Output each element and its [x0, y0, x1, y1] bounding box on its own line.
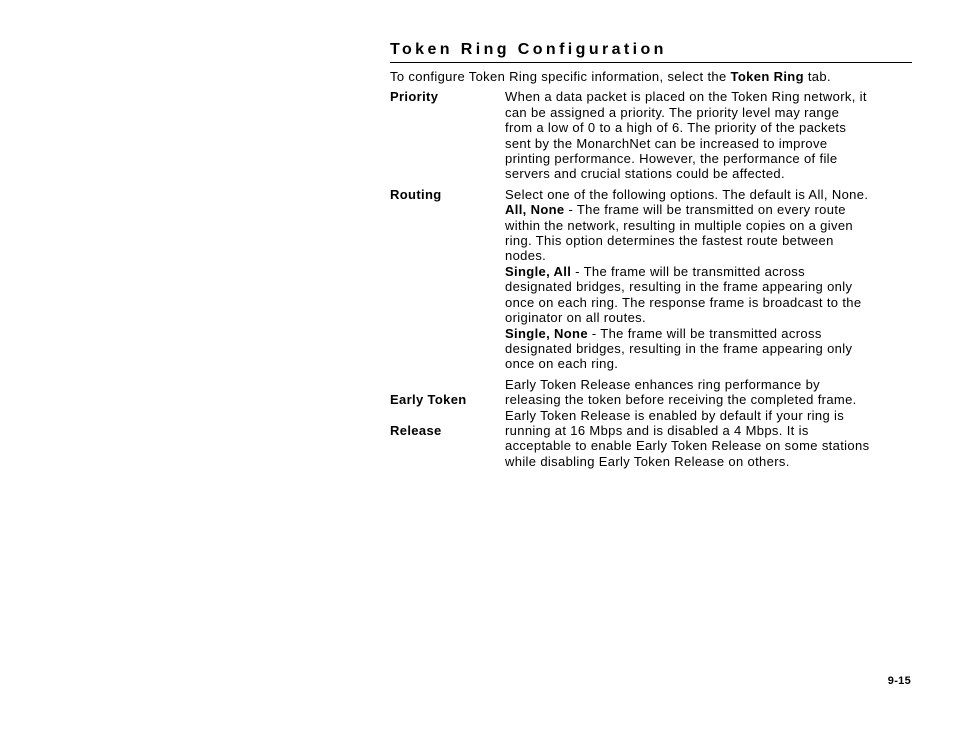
early-token-release-entry	[390, 377, 912, 469]
early-token-release-definition	[505, 377, 912, 469]
early-token-line: acceptable to enable Early Token Release on some stations	[505, 438, 870, 454]
option-line: once on each ring.	[505, 356, 619, 372]
early-token-line: Early Token Release is enabled by default if your ring is	[505, 407, 845, 423]
routing-term: Routing	[390, 186, 442, 202]
early-token-line: Early Token Release enhances ring performance by	[505, 376, 821, 392]
option-name: All, None	[505, 202, 565, 218]
option-name: Single, None	[505, 325, 588, 341]
early-token-release-term	[390, 377, 505, 469]
option-text: - The frame will be transmitted across	[571, 263, 805, 279]
page-number: 9-15	[887, 675, 911, 687]
intro-text-after: tab.	[803, 69, 831, 84]
option-text: - The frame will be transmitted on every route	[564, 202, 846, 218]
early-token-line: while disabling Early Token Release on others.	[505, 453, 790, 469]
priority-entry	[390, 89, 912, 181]
option-line: once on each ring. The response frame is broadcast to the	[505, 294, 862, 310]
priority-line: can be assigned a priority. The priority level may range	[505, 104, 840, 120]
option-line: within the network, resulting in multiple copies on a given	[505, 217, 853, 233]
option-text: - The frame will be transmitted across	[587, 325, 822, 341]
option-line: originator on all routes.	[505, 310, 646, 326]
token-ring-section	[390, 40, 912, 469]
routing-lead: Select one of the following options. The default is All, None.	[505, 186, 869, 202]
priority-line: from a low of 0 to a high of 6. The priority of the packets	[505, 120, 847, 136]
routing-definition	[505, 187, 912, 372]
section-title: Token Ring Configuration	[390, 40, 912, 63]
option-line: designated bridges, resulting in the frame appearing only	[505, 340, 853, 356]
early-token-line: running at 16 Mbps and is disabled a 4 Mbps. It is	[505, 422, 809, 438]
option-line: nodes.	[505, 248, 547, 264]
priority-line: servers and crucial stations could be affected.	[505, 166, 785, 182]
priority-line: printing performance. However, the performance of file	[505, 151, 838, 167]
early-token-line: releasing the token before receiving the completed frame.	[505, 392, 857, 408]
option-line: ring. This option determines the fastest route between	[505, 233, 834, 249]
routing-option-single-all	[505, 264, 912, 279]
intro-paragraph	[390, 69, 912, 84]
priority-line: When a data packet is placed on the Token Ring network, it	[505, 89, 867, 105]
priority-term: Priority	[390, 89, 439, 105]
intro-text-before: To configure Token Ring specific information, select the	[390, 69, 731, 84]
term-line: Release	[390, 422, 442, 438]
priority-definition	[505, 89, 912, 181]
routing-option-all-none	[505, 202, 912, 217]
option-line: designated bridges, resulting in the frame appearing only	[505, 279, 853, 295]
term-line: Early Token	[390, 392, 467, 408]
routing-option-single-none	[505, 326, 912, 341]
routing-entry	[390, 187, 912, 372]
priority-line: sent by the MonarchNet can be increased to improve	[505, 135, 828, 151]
intro-text-bold: Token Ring	[730, 69, 804, 84]
option-name: Single, All	[505, 263, 572, 279]
